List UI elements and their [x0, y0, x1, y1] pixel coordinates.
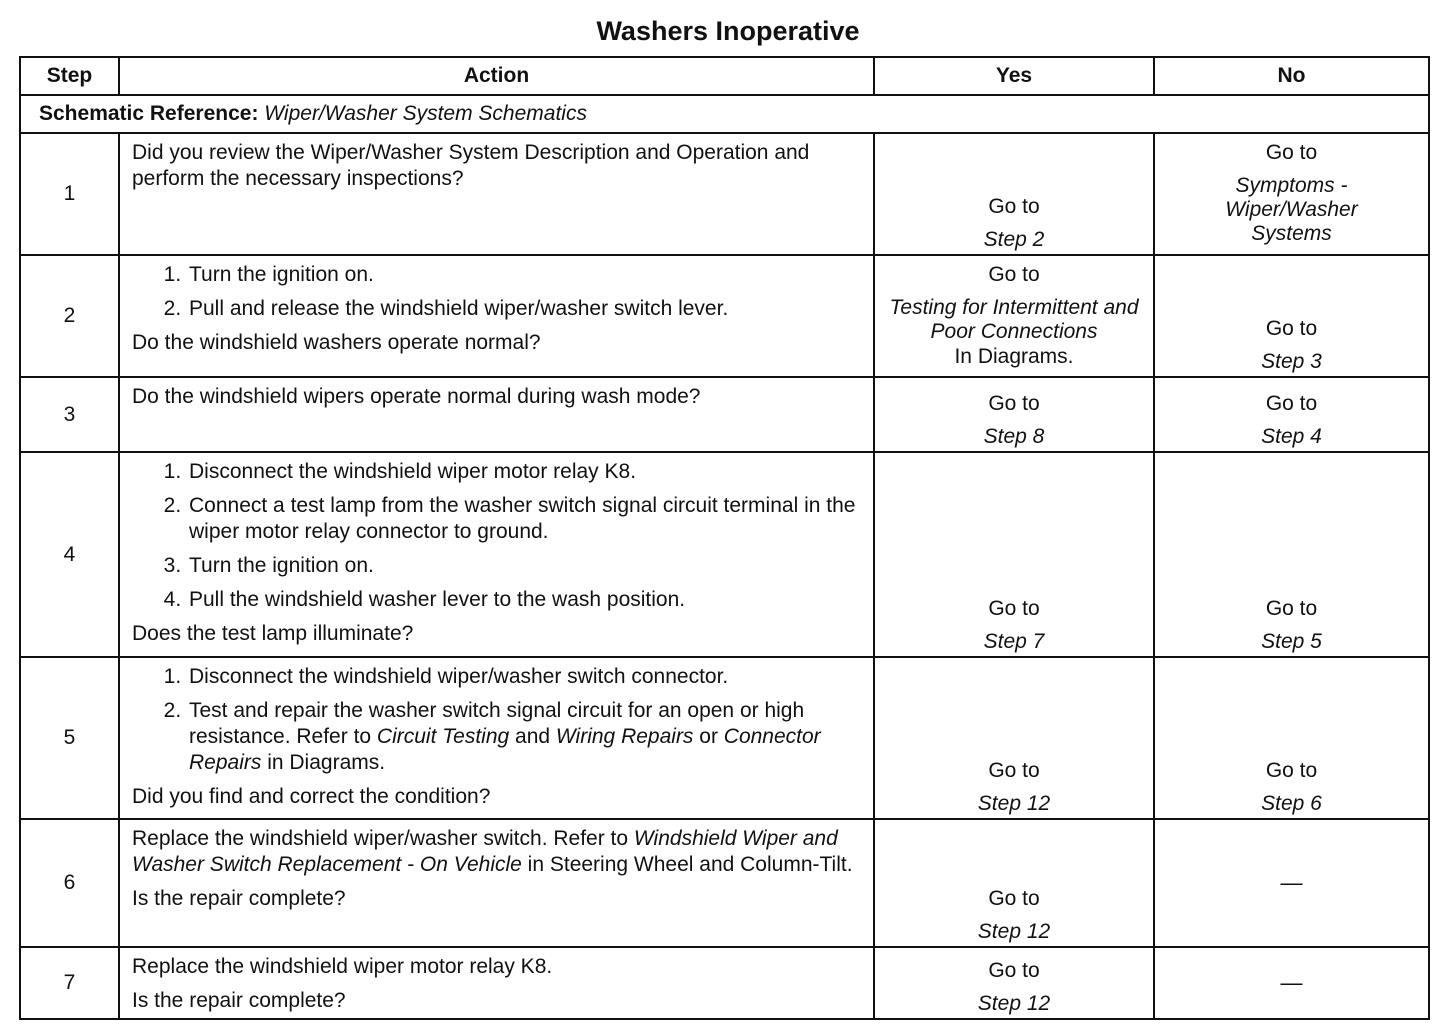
- goto-label: Go to: [1265, 392, 1318, 415]
- header-action: Action: [119, 57, 874, 95]
- table-row: [20, 657, 1429, 819]
- yes-cell: [874, 819, 1154, 947]
- action-question: Do the windshield wipers operate normal during wash mode?: [132, 385, 701, 408]
- action-cell: [119, 133, 874, 255]
- step-number: 3: [20, 377, 119, 452]
- action-item: 1. Turn the ignition on.: [187, 262, 863, 288]
- schematic-link[interactable]: Wiper/Washer System Schematics: [264, 102, 587, 125]
- reference-link[interactable]: Connector Repairs: [189, 725, 821, 774]
- step-number: 7: [20, 947, 119, 1019]
- text: or: [693, 725, 724, 748]
- step-number: 5: [20, 657, 119, 819]
- goto-label: Go to: [988, 263, 1040, 286]
- no-cell: [1154, 255, 1429, 377]
- action-question: Is the repair complete?: [132, 887, 346, 910]
- header-row: [20, 57, 1429, 95]
- action-cell: [119, 947, 874, 1019]
- action-question: Did you review the Wiper/Washer System Description and Operation and perform the necessary inspections?: [132, 141, 810, 190]
- action-question: Did you find and correct the condition?: [132, 785, 491, 808]
- goto-label: Go to: [1265, 141, 1318, 164]
- step-number: 4: [20, 452, 119, 657]
- schematic-label: Schematic Reference:: [39, 102, 259, 125]
- action-cell: [119, 452, 874, 657]
- no-target[interactable]: Step 3: [1261, 350, 1322, 373]
- goto-label: Go to: [988, 195, 1040, 218]
- action-cell: [119, 657, 874, 819]
- header-no: No: [1154, 57, 1429, 95]
- goto-label: Go to: [988, 597, 1040, 620]
- reference-link[interactable]: Wiring Repairs: [555, 725, 694, 748]
- action-item: 2. Pull and release the windshield wiper/washer switch lever.: [187, 296, 863, 322]
- yes-target[interactable]: Step 12: [977, 992, 1051, 1015]
- table-row: [20, 819, 1429, 947]
- action-text: Replace the windshield wiper motor relay K8.: [132, 955, 553, 978]
- action-item: 1. Disconnect the windshield wiper motor relay K8.: [187, 459, 863, 485]
- text: Replace the windshield wiper/washer switch. Refer to: [132, 827, 634, 850]
- no-target[interactable]: Step 6: [1261, 792, 1322, 815]
- action-cell: [119, 255, 874, 377]
- goto-label: Go to: [1265, 597, 1318, 620]
- yes-target[interactable]: Step 2: [983, 228, 1045, 251]
- yes-target[interactable]: Step 12: [977, 920, 1051, 943]
- goto-label: Go to: [988, 887, 1040, 910]
- action-item: 1. Disconnect the windshield wiper/washer switch connector.: [187, 664, 863, 690]
- no-target[interactable]: Symptoms - Wiper/Washer Systems: [1225, 174, 1358, 245]
- goto-label: Go to: [1265, 317, 1318, 340]
- action-cell: [119, 819, 874, 947]
- yes-cell: [874, 452, 1154, 657]
- table-row: [20, 452, 1429, 657]
- header-step: Step: [20, 57, 119, 95]
- yes-target-suffix: In Diagrams.: [954, 345, 1074, 368]
- reference-link[interactable]: Circuit Testing: [376, 725, 510, 748]
- no-cell: [1154, 133, 1429, 255]
- yes-cell: [874, 377, 1154, 452]
- step-number: 2: [20, 255, 119, 377]
- no-action-dash: —: [1280, 970, 1303, 995]
- action-text: [132, 826, 863, 878]
- header-yes: Yes: [874, 57, 1154, 95]
- action-item: 2. Connect a test lamp from the washer switch signal circuit terminal in the wiper motor relay connector to ground.: [187, 493, 863, 545]
- action-question: Do the windshield washers operate normal?: [132, 331, 541, 354]
- action-question: Is the repair complete?: [132, 989, 346, 1012]
- action-item: [187, 698, 863, 776]
- text: and: [509, 725, 556, 748]
- text: in Diagrams.: [261, 751, 386, 774]
- table-row: [20, 133, 1429, 255]
- reference-link[interactable]: Windshield Wiper and Washer Switch Replacement - On Vehicle: [132, 827, 838, 876]
- yes-target[interactable]: Step 8: [983, 425, 1045, 448]
- yes-target[interactable]: Step 7: [983, 630, 1045, 653]
- goto-label: Go to: [988, 759, 1040, 782]
- no-target[interactable]: Step 4: [1261, 425, 1322, 448]
- page-title: Washers Inoperative: [596, 16, 860, 46]
- yes-cell: [874, 947, 1154, 1019]
- action-item: 3. Turn the ignition on.: [187, 553, 863, 579]
- no-target[interactable]: Step 5: [1261, 630, 1322, 653]
- yes-cell: [874, 255, 1154, 377]
- yes-target[interactable]: Step 12: [977, 792, 1051, 815]
- yes-cell: [874, 133, 1154, 255]
- table-row: [20, 255, 1429, 377]
- goto-label: Go to: [1265, 759, 1318, 782]
- no-cell: [1154, 377, 1429, 452]
- step-number: 1: [20, 133, 119, 255]
- no-cell: [1154, 947, 1429, 1019]
- action-item: 4. Pull the windshield washer lever to the wash position.: [187, 587, 863, 613]
- goto-label: Go to: [988, 959, 1040, 982]
- step-number: 6: [20, 819, 119, 947]
- text: in Steering Wheel and Column-Tilt.: [521, 853, 853, 876]
- schematic-row: [20, 95, 1429, 133]
- no-cell: [1154, 452, 1429, 657]
- diagnostic-table: [19, 56, 1430, 1020]
- schematic-reference: [20, 95, 1429, 133]
- table-row: [20, 947, 1429, 1019]
- no-cell: [1154, 657, 1429, 819]
- action-question: Does the test lamp illuminate?: [132, 622, 414, 645]
- goto-label: Go to: [988, 392, 1040, 415]
- yes-cell: [874, 657, 1154, 819]
- no-cell: [1154, 819, 1429, 947]
- text: Test and repair the washer switch signal circuit for an open or high resistance. Refer to: [189, 699, 805, 748]
- no-action-dash: —: [1280, 870, 1303, 895]
- action-cell: [119, 377, 874, 452]
- table-row: [20, 377, 1429, 452]
- yes-target[interactable]: Testing for Intermittent and Poor Connections: [889, 296, 1139, 343]
